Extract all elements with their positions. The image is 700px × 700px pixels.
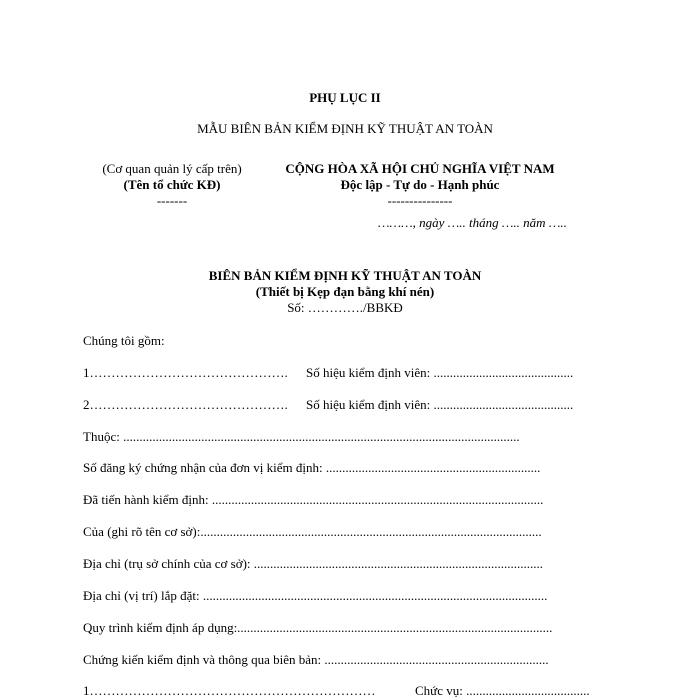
nation-label: CỘNG HÒA XÃ HỘI CHỦ NGHĨA VIỆT NAM (285, 161, 555, 176)
intro-text: Chúng tôi gồm: (83, 333, 165, 348)
left-header-underline: ------- (156, 193, 188, 208)
field-belongs-to: Thuộc: .......................................................................................................................... (83, 429, 520, 444)
report-title: BIÊN BẢN KIỂM ĐỊNH KỸ THUẬT AN TOÀN (208, 268, 482, 283)
report-number: Số: …………./BBKĐ (287, 300, 403, 315)
field-install-address: Địa chỉ (vị trí) lắp đặt: .......................................................................................................... (83, 588, 548, 603)
motto-label: Độc lập - Tự do - Hạnh phúc (340, 177, 500, 192)
inspector-1-name: 1………………………………………. (83, 365, 288, 380)
field-witness: Chứng kiến kiểm định và thông qua biên bản: ..................................................................... (83, 652, 549, 667)
org-label: (Tên tổ chức KĐ) (123, 177, 221, 192)
witness-1-name: 1………………………………………………………… (83, 683, 376, 698)
template-title: MẪU BIÊN BẢN KIỂM ĐỊNH KỸ THUẬT AN TOÀN (197, 121, 493, 136)
appendix-label: PHỤ LỤC II (309, 90, 381, 105)
field-registration-number: Số đăng ký chứng nhận của đơn vị kiểm định: .................................................................. (83, 460, 541, 475)
right-header-underline: --------------- (387, 193, 453, 208)
inspector-2-name: 2………………………………………. (83, 397, 288, 412)
witness-1-position: Chức vụ: ...................................... (415, 683, 590, 698)
field-inspected: Đã tiến hành kiểm định: ...................................................................................................... (83, 492, 544, 507)
field-procedure: Quy trình kiểm định áp dụng:................................................................................................. (83, 620, 553, 635)
report-subtitle: (Thiết bị Kẹp đạn bằng khí nén) (255, 284, 435, 299)
field-facility-name: Của (ghi rõ tên cơ sở):......................................................................................................... (83, 524, 542, 539)
date-line: ………, ngày ….. tháng ….. năm ….. (378, 215, 567, 230)
agency-label: (Cơ quan quản lý cấp trên) (102, 161, 242, 176)
inspector-2-code: Số hiệu kiểm định viên: ........................................... (306, 397, 574, 412)
field-head-office-address: Địa chỉ (trụ sở chính của cơ sở): ......................................................................................... (83, 556, 544, 571)
inspector-1-code: Số hiệu kiểm định viên: ........................................... (306, 365, 574, 380)
